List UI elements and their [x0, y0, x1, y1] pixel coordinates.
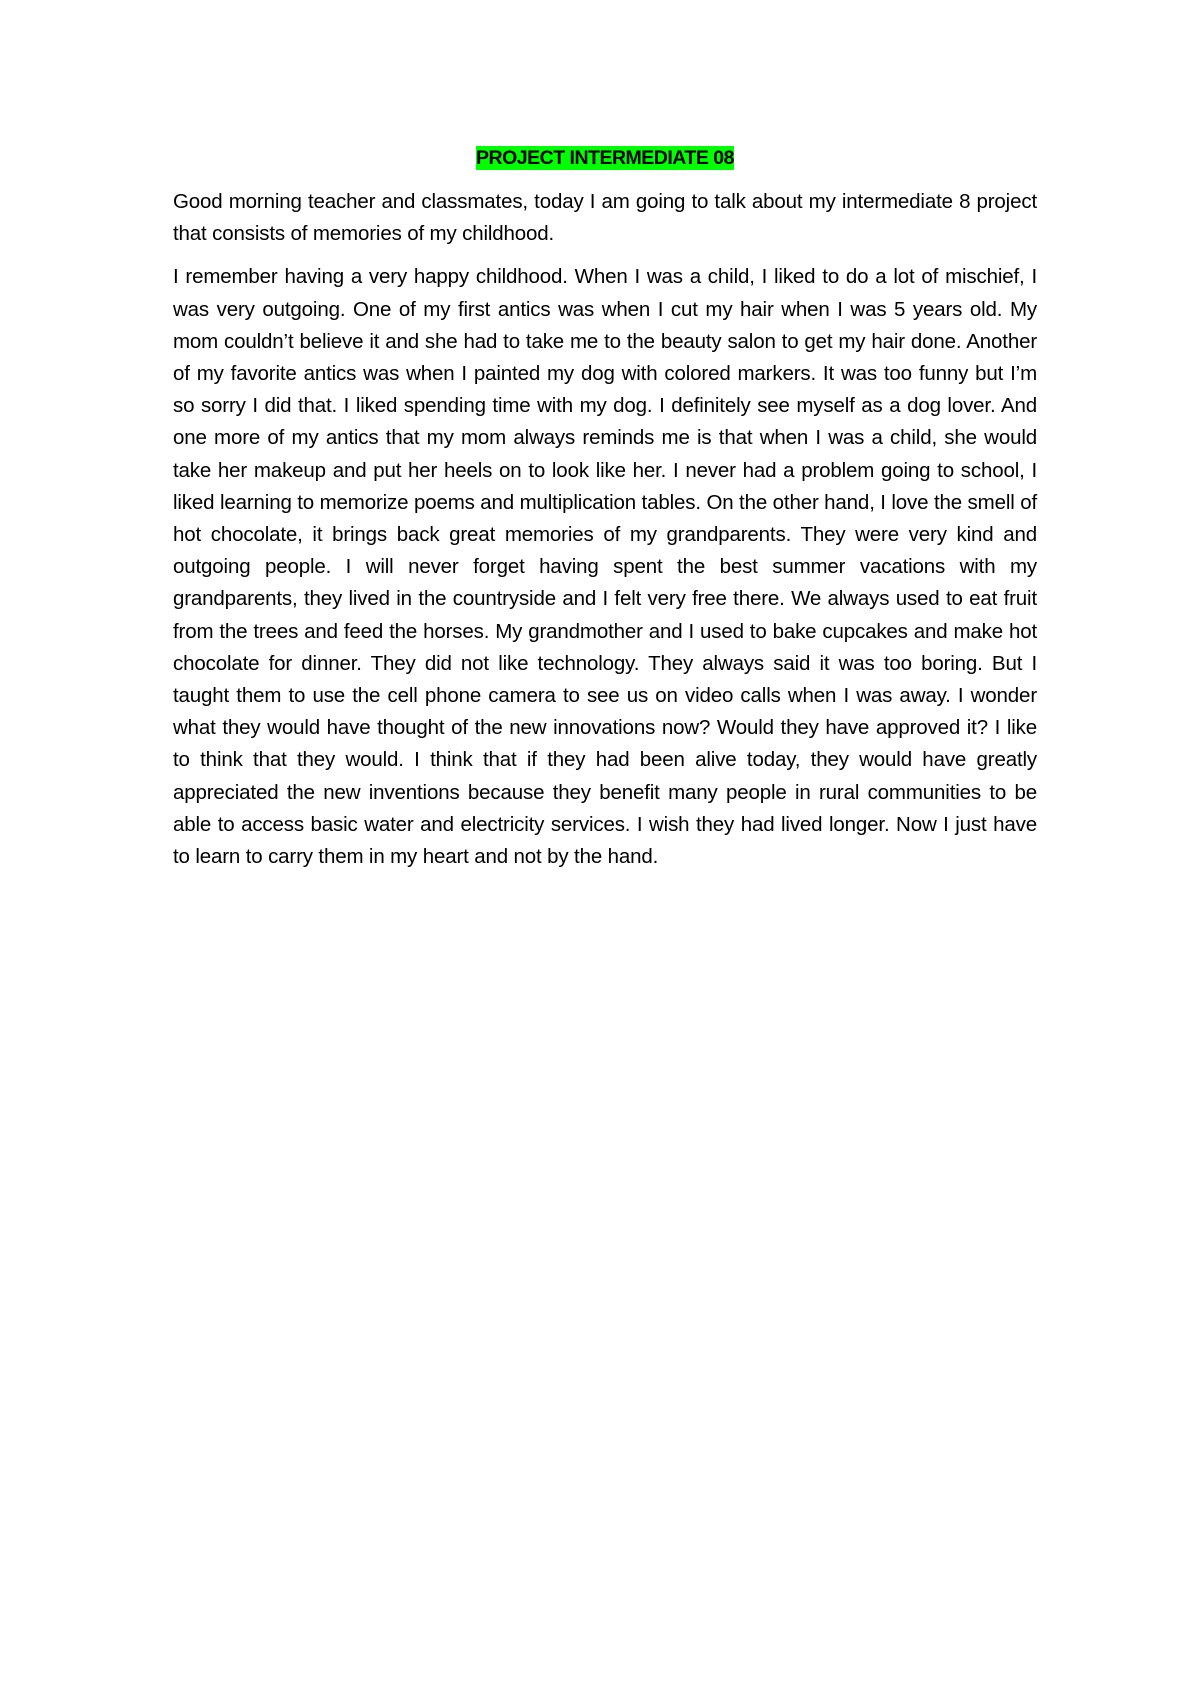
document-body: [173, 143, 1037, 884]
document-title: PROJECT INTERMEDIATE 08: [476, 147, 734, 169]
title-container: [173, 143, 1037, 175]
body-paragraph: I remember having a very happy childhood. When I was a child, I liked to do a lot of mischief, I was very outgoing. One of my first antics was when I cut my hair when I was 5 years old. My mom couldn’t believe it and she had to take me to the beauty salon to get my hair done. Another of my favorite antics was when I painted my dog with colored markers. It was too funny but I’m so sorry I did that. I liked spending time with my dog. I definitely see myself as a dog lover. And one more of my antics that my mom always reminds me is that when I was a child, she would take her makeup and put her heels on to look like her. I never had a problem going to school, I liked learning to memorize poems and multiplication tables. On the other hand, I love the smell of hot chocolate, it brings back great memories of my grandparents. They were very kind and outgoing people. I will never forget having spent the best summer vacations with my grandparents, they lived in the countryside and I felt very free there. We always used to eat fruit from the trees and feed the horses. My grandmother and I used to bake cupcakes and make hot chocolate for dinner. They did not like technology. They always said it was too boring. But I taught them to use the cell phone camera to see us on video calls when I was away. I wonder what they would have thought of the new innovations now? Would they have approved it? I like to think that they would. I think that if they had been alive today, they would have greatly appreciated the new inventions because they benefit many people in rural communities to be able to access basic water and electricity services. I wish they had lived longer. Now I just have to learn to carry them in my heart and not by the hand.: [173, 265, 1037, 869]
intro-paragraph: Good morning teacher and classmates, today I am going to talk about my intermediate 8 project that consists of memories of my childhood.: [173, 190, 1037, 246]
